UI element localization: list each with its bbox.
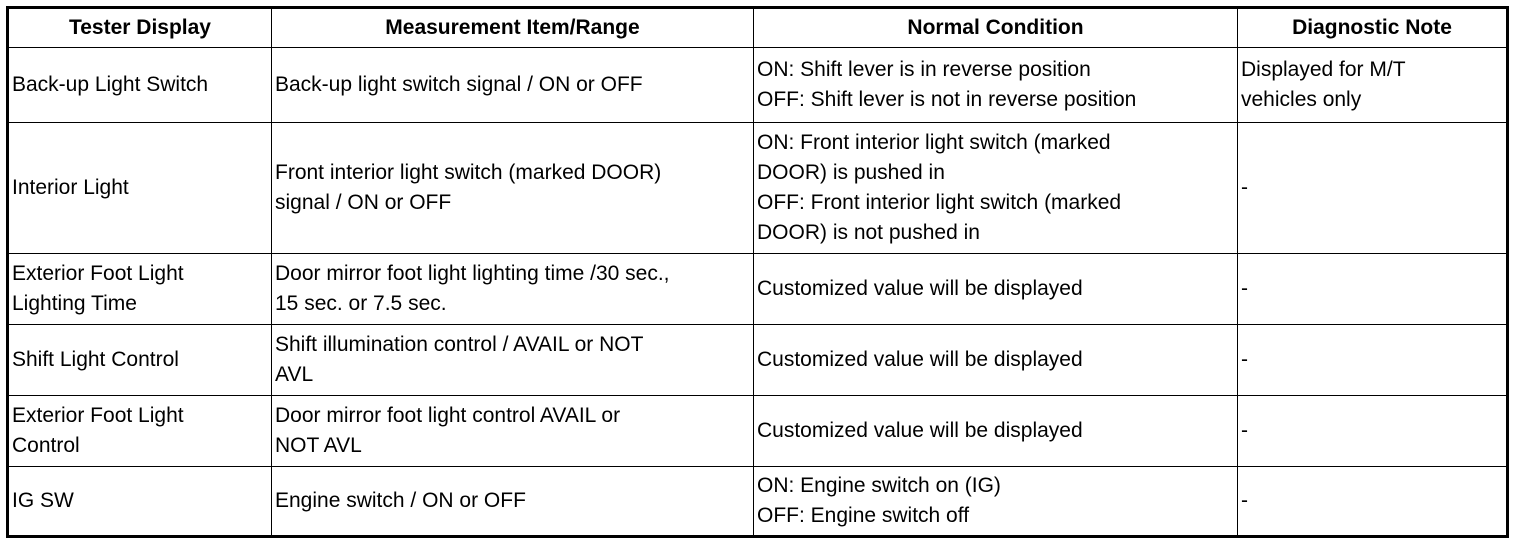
tester-display-cell: IG SW xyxy=(8,467,272,537)
condition-cell: Customized value will be displayed xyxy=(754,325,1238,396)
header-normal-condition: Normal Condition xyxy=(754,8,1238,48)
measurement-cell: Shift illumination control / AVAIL or NOT AVL xyxy=(272,325,754,396)
table-row xyxy=(8,123,1508,254)
header-measurement-item: Measurement Item/Range xyxy=(272,8,754,48)
tester-display-cell: Back-up Light Switch xyxy=(8,48,272,123)
condition-cell: ON: Shift lever is in reverse position OFF: Shift lever is not in reverse position xyxy=(754,48,1238,123)
note-cell: - xyxy=(1238,254,1508,325)
tester-display-cell: Shift Light Control xyxy=(8,325,272,396)
condition-cell: ON: Front interior light switch (marked DOOR) is pushed in OFF: Front interior light switch (marked DOOR) is not pushed in xyxy=(754,123,1238,254)
data-list-table xyxy=(6,6,1509,538)
condition-cell: Customized value will be displayed xyxy=(754,396,1238,467)
header-diagnostic-note: Diagnostic Note xyxy=(1238,8,1508,48)
table-row xyxy=(8,48,1508,123)
note-cell: Displayed for M/T vehicles only xyxy=(1238,48,1508,123)
measurement-cell: Back-up light switch signal / ON or OFF xyxy=(272,48,754,123)
table-row xyxy=(8,467,1508,537)
measurement-cell: Front interior light switch (marked DOOR) signal / ON or OFF xyxy=(272,123,754,254)
header-tester-display: Tester Display xyxy=(8,8,272,48)
condition-cell: ON: Engine switch on (IG) OFF: Engine switch off xyxy=(754,467,1238,537)
header-row xyxy=(8,8,1508,48)
table-row xyxy=(8,325,1508,396)
note-cell: - xyxy=(1238,325,1508,396)
measurement-cell: Door mirror foot light control AVAIL or NOT AVL xyxy=(272,396,754,467)
note-cell: - xyxy=(1238,396,1508,467)
tester-display-cell: Interior Light xyxy=(8,123,272,254)
tester-display-cell: Exterior Foot Light Lighting Time xyxy=(8,254,272,325)
measurement-cell: Door mirror foot light lighting time /30 sec., 15 sec. or 7.5 sec. xyxy=(272,254,754,325)
measurement-cell: Engine switch / ON or OFF xyxy=(272,467,754,537)
tester-display-cell: Exterior Foot Light Control xyxy=(8,396,272,467)
note-cell: - xyxy=(1238,123,1508,254)
condition-cell: Customized value will be displayed xyxy=(754,254,1238,325)
note-cell: - xyxy=(1238,467,1508,537)
table-row xyxy=(8,254,1508,325)
table-row xyxy=(8,396,1508,467)
